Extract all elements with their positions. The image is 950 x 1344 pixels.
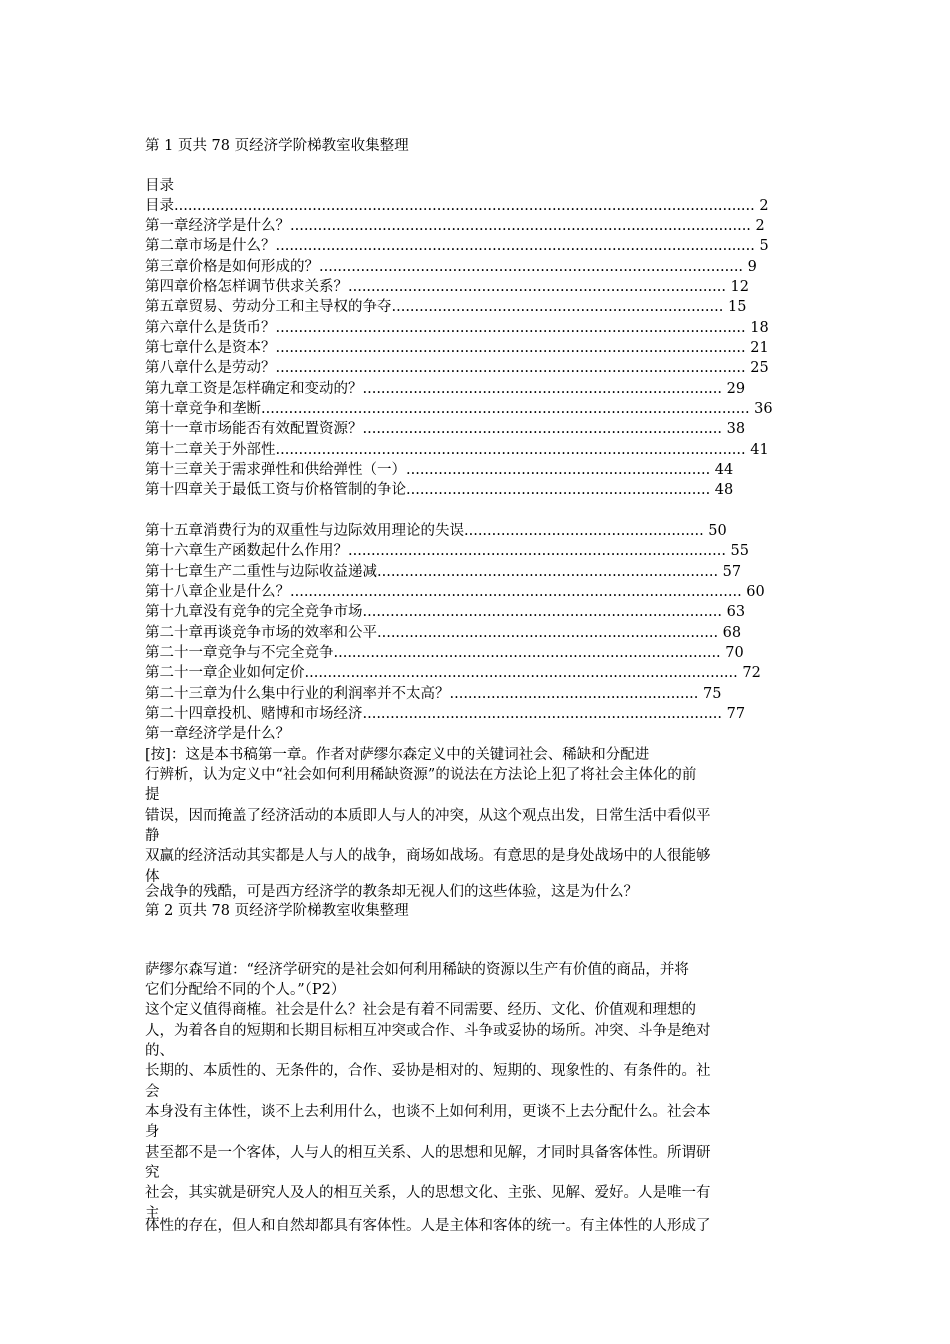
toc-entry[interactable]: 第二十三章为什么集中行业的利润率并不太高？...................................................... 75 xyxy=(145,686,722,702)
toc-heading: 目录 xyxy=(145,178,174,194)
text-line: 体 xyxy=(145,869,160,885)
toc-entry[interactable]: 第三章价格是如何形成的？............................................................................................ 9 xyxy=(145,259,757,275)
text-line: 它们分配给不同的个人。”（P2） xyxy=(145,982,346,998)
text-line: [按]：这是本书稿第一章。作者对萨缪尔森定义中的关键词社会、稀缺和分配进 xyxy=(145,747,650,763)
text-line: 双赢的经济活动其实都是人与人的战争，商场如战场。有意思的是身处战场中的人很能够 xyxy=(145,848,711,864)
toc-entry[interactable]: 第七章什么是资本？...................................................................................................... 21 xyxy=(145,340,769,356)
toc-entry[interactable]: 第四章价格怎样调节供求关系？.................................................................................. 12 xyxy=(145,279,750,295)
text-line: 静 xyxy=(145,828,160,844)
toc-entry[interactable]: 第十三章关于需求弹性和供给弹性（一）.................................................................. 44 xyxy=(145,462,734,478)
toc-entry[interactable]: 第二章市场是什么？........................................................................................................ 5 xyxy=(145,238,769,254)
chapter-title: 第一章经济学是什么？ xyxy=(145,726,290,742)
text-line: 甚至都不是一个客体，人与人的相互关系、人的思想和见解，才同时具备客体性。所谓研 xyxy=(145,1145,711,1161)
toc-entry[interactable]: 第一章经济学是什么？.................................................................................................... 2 xyxy=(145,218,765,234)
text-line: 人，为着各自的短期和长期目标相互冲突或合作、斗争或妥协的场所。冲突、斗争是绝对 xyxy=(145,1023,711,1039)
toc-entry[interactable]: 第八章什么是劳动？...................................................................................................... 25 xyxy=(145,360,769,376)
toc-entry[interactable]: 第二十四章投机、赌博和市场经济.............................................................................. 77 xyxy=(145,706,746,722)
text-line: 会 xyxy=(145,1084,160,1100)
page-header: 第 1 页共 78 页经济学阶梯教室收集整理 xyxy=(145,138,409,154)
toc-entry[interactable]: 第十四章关于最低工资与价格管制的争论.................................................................. 48 xyxy=(145,482,734,498)
toc-entry[interactable]: 目录.............................................................................................................................. 2 xyxy=(145,198,769,214)
toc-entry[interactable]: 第二十章再谈竞争市场的效率和公平.......................................................................... 68 xyxy=(145,625,742,641)
text-line: 长期的、本质性的、无条件的，合作、妥协是相对的、短期的、现象性的、有条件的。社 xyxy=(145,1063,711,1079)
toc-entry[interactable]: 第二十一章竞争与不完全竞争.................................................................................... 70 xyxy=(145,645,744,661)
toc-entry[interactable]: 第十七章生产二重性与边际收益递减.......................................................................... 57 xyxy=(145,564,742,580)
text-line: 体性的存在，但人和自然却都具有客体性。人是主体和客体的统一。有主体性的人形成了 xyxy=(145,1218,711,1234)
toc-entry[interactable]: 第十九章没有竞争的完全竞争市场.............................................................................. 63 xyxy=(145,604,746,620)
page-header: 第 2 页共 78 页经济学阶梯教室收集整理 xyxy=(145,903,409,919)
text-line: 这个定义值得商榷。社会是什么？社会是有着不同需要、经历、文化、价值观和理想的 xyxy=(145,1002,696,1018)
text-line: 究 xyxy=(145,1165,160,1181)
toc-entry[interactable]: 第十二章关于外部性...................................................................................................... 41 xyxy=(145,442,769,458)
text-line: 主 xyxy=(145,1206,160,1222)
text-line: 的、 xyxy=(145,1043,174,1059)
text-line: 会战争的残酷，可是西方经济学的教条却无视人们的这些体验，这是为什么？ xyxy=(145,884,638,900)
toc-entry[interactable]: 第十五章消费行为的双重性与边际效用理论的失误.................................................... 50 xyxy=(145,523,727,539)
text-line: 身 xyxy=(145,1124,160,1140)
toc-entry[interactable]: 第九章工资是怎样确定和变动的？.............................................................................. 29 xyxy=(145,381,746,397)
toc-entry[interactable]: 第二十一章企业如何定价.............................................................................................. 72 xyxy=(145,665,761,681)
toc-entry[interactable]: 第十章竞争和垄断.......................................................................................................... 36 xyxy=(145,401,773,417)
text-line: 提 xyxy=(145,787,160,803)
toc-entry[interactable]: 第十八章企业是什么？.................................................................................................. 60 xyxy=(145,584,765,600)
toc-entry[interactable]: 第十一章市场能否有效配置资源？.............................................................................. 38 xyxy=(145,421,746,437)
text-line: 本身没有主体性，谈不上去利用什么，也谈不上如何利用，更谈不上去分配什么。社会本 xyxy=(145,1104,711,1120)
toc-entry[interactable]: 第五章贸易、劳动分工和主导权的争夺........................................................................ 15 xyxy=(145,299,747,315)
text-line: 萨缪尔森写道：“经济学研究的是社会如何利用稀缺的资源以生产有价值的商品，并将 xyxy=(145,962,689,978)
toc-entry[interactable]: 第十六章生产函数起什么作用？.................................................................................. 55 xyxy=(145,543,750,559)
text-line: 错误，因而掩盖了经济活动的本质即人与人的冲突，从这个观点出发，日常生活中看似平 xyxy=(145,808,711,824)
text-line: 社会，其实就是研究人及人的相互关系，人的思想文化、主张、见解、爱好。人是唯一有 xyxy=(145,1185,711,1201)
toc-entry[interactable]: 第六章什么是货币？...................................................................................................... 18 xyxy=(145,320,769,336)
text-line: 行辨析，认为定义中“社会如何利用稀缺资源”的说法在方法论上犯了将社会主体化的前 xyxy=(145,767,697,783)
